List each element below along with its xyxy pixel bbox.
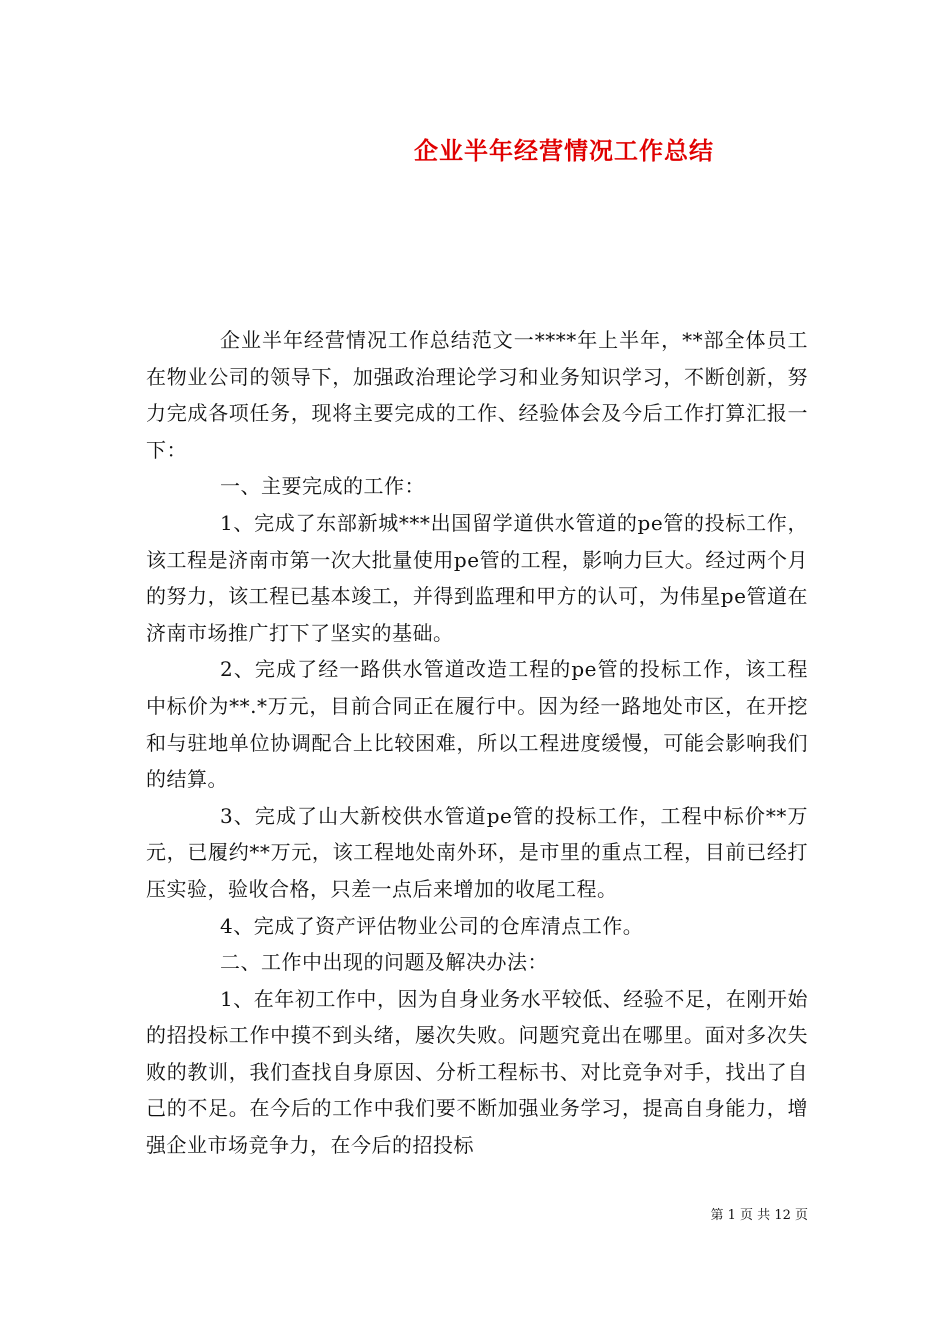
document-body [146,322,808,1164]
paragraph-item-3: 3、完成了山大新校供水管道pe管的投标工作，工程中标价**万元，已履约**万元，该工程地处南外环，是市里的重点工程，目前已经打压实验，验收合格，只差一点后来增加的收尾工程。 [146,803,808,901]
paragraph-item-1: 1、完成了东部新城***出国留学道供水管道的pe管的投标工作，该工程是济南市第一次大批量使用pe管的工程，影响力巨大。经过两个月的努力，该工程已基本竣工，并得到监理和甲方的认可，为伟星pe管道在济南市场推广打下了坚实的基础。 [146,510,808,645]
document-title: 企业半年经营情况工作总结 [414,136,714,165]
page-number-footer: 第 1 页 共 12 页 [710,1208,808,1223]
paragraph-intro: 企业半年经营情况工作总结范文一****年上半年，**部全体员工在物业公司的领导下，加强政治理论学习和业务知识学习，不断创新，努力完成各项任务，现将主要完成的工作、经验体会及今后工作打算汇报一下： [146,328,808,462]
paragraph-item-2: 2、完成了经一路供水管道改造工程的pe管的投标工作，该工程中标价为**.*万元，目前合同正在履行中。因为经一路地处市区，在开挖和与驻地单位协调配合上比较困难，所以工程进度缓慢，可能会影响我们的结算。 [146,657,808,792]
heading-main-work: 一、主要完成的工作： [220,474,425,499]
heading-problems: 二、工作中出现的问题及解决办法： [220,950,548,975]
paragraph-problem-1: 1、在年初工作中，因为自身业务水平较低、经验不足，在刚开始的招投标工作中摸不到头绪，屡次失败。问题究竟出在哪里。面对多次失败的教训，我们查找自身原因、分析工程标书、对比竞争对手，找出了自己的不足。在今后的工作中我们要不断加强业务学习，提高自身能力，增强企业市场竞争力，在今后的招投标 [146,986,808,1158]
paragraph-item-4: 4、完成了资产评估物业公司的仓库清点工作。 [220,913,644,938]
